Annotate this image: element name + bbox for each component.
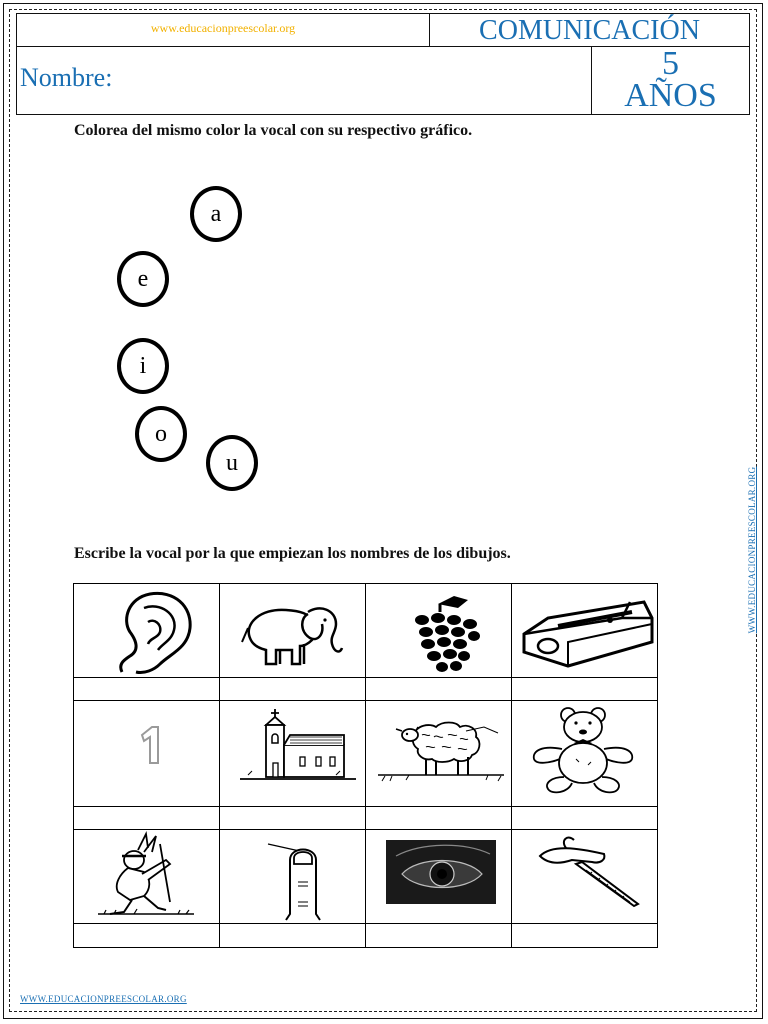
finger-icon — [220, 830, 366, 924]
answer-cell[interactable] — [74, 924, 220, 947]
grapes-icon — [366, 584, 512, 678]
pencil-sharpener-icon — [512, 584, 658, 678]
footer-website-link[interactable]: WWW.EDUCACIONPREESCOLAR.ORG — [20, 994, 187, 1004]
teddy-bear-icon — [512, 701, 658, 807]
age-number: 5 — [662, 45, 679, 82]
age-word: AÑOS — [624, 77, 717, 114]
instruction-write-vowel: Escribe la vocal por la que empiezan los nombres de los dibujos. — [74, 545, 511, 562]
picture-grid — [73, 583, 658, 948]
picture-cell-church — [220, 701, 366, 807]
answer-cell[interactable] — [512, 807, 658, 830]
picture-cell-elephant — [220, 584, 366, 678]
ear-icon — [74, 584, 220, 678]
answer-cell[interactable] — [512, 678, 658, 701]
picture-cell-sharpener — [512, 584, 658, 678]
sheep-icon — [366, 701, 512, 807]
picture-cell-number-one — [74, 701, 220, 807]
answer-cell[interactable] — [74, 678, 220, 701]
picture-cell-indian — [74, 830, 220, 924]
vowel-circle-e[interactable]: e — [117, 251, 169, 307]
vowel-circle-u[interactable]: u — [206, 435, 258, 491]
instruction-color-vowels: Colorea del mismo color la vocal con su respectivo gráfico. — [74, 122, 473, 139]
answer-cell[interactable] — [366, 678, 512, 701]
header-subject: COMUNICACIÓN — [429, 13, 750, 47]
side-website-link[interactable]: WWW.EDUCACIONPREESCOLAR.ORG — [747, 466, 757, 634]
picture-cell-sheep — [366, 701, 512, 807]
answer-cell[interactable] — [74, 807, 220, 830]
answer-cell[interactable] — [220, 678, 366, 701]
elephant-icon — [220, 584, 366, 678]
answer-cell[interactable] — [512, 924, 658, 947]
picture-cell-ear — [74, 584, 220, 678]
number-one-icon — [74, 701, 220, 807]
header-website[interactable]: www.educacionpreescolar.org — [16, 13, 430, 47]
indian-icon — [74, 830, 220, 924]
age-box — [591, 46, 750, 115]
answer-cell[interactable] — [220, 807, 366, 830]
answer-cell[interactable] — [220, 924, 366, 947]
answer-cell[interactable] — [366, 807, 512, 830]
vowel-circle-o[interactable]: o — [135, 406, 187, 462]
vowel-circle-i[interactable]: i — [117, 338, 169, 394]
picture-cell-finger — [220, 830, 366, 924]
picture-cell-grapes — [366, 584, 512, 678]
sword-icon — [512, 830, 658, 924]
picture-cell-eye — [366, 830, 512, 924]
answer-cell[interactable] — [366, 924, 512, 947]
vowel-circle-a[interactable]: a — [190, 186, 242, 242]
name-field[interactable]: Nombre: — [16, 46, 592, 115]
picture-cell-teddy-bear — [512, 701, 658, 807]
picture-cell-sword — [512, 830, 658, 924]
church-icon — [220, 701, 366, 807]
eye-icon — [366, 830, 512, 924]
